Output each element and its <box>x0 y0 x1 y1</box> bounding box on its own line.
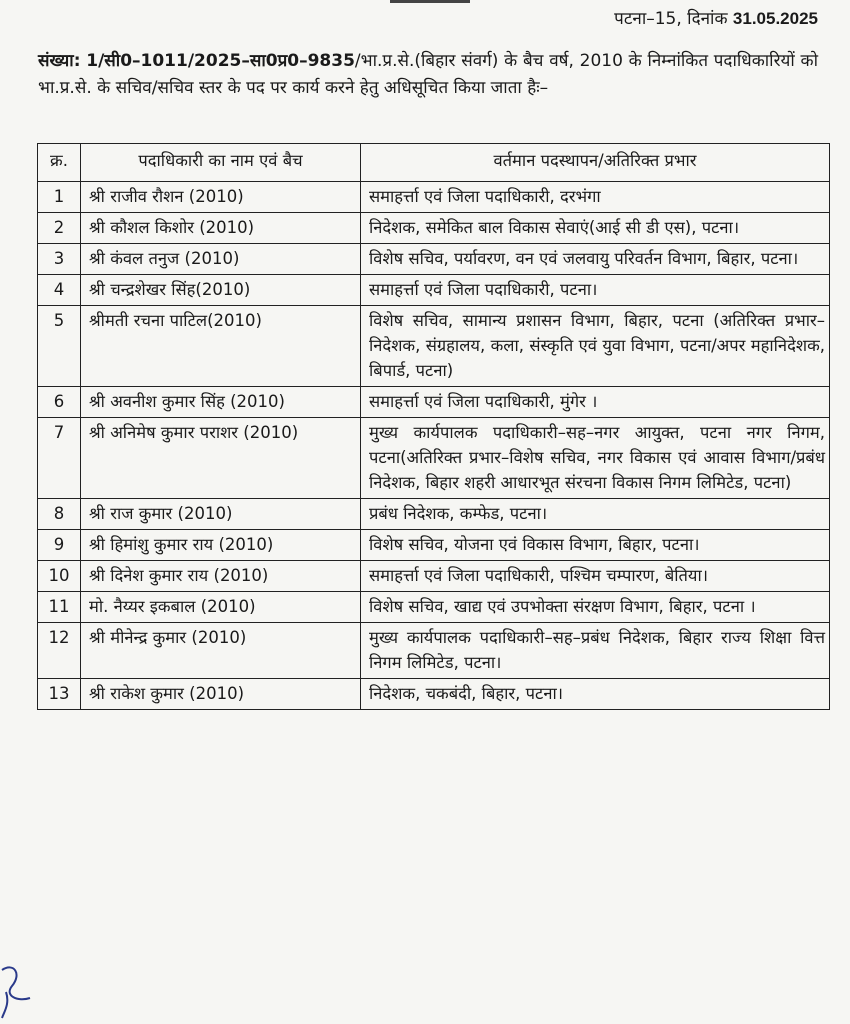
row-officer-name: मो. नैय्यर इकबाल (2010) <box>81 592 361 623</box>
row-posting: विशेष सचिव, खाद्य एवं उपभोक्ता संरक्षण विभाग, बिहार, पटना । <box>361 592 830 623</box>
row-serial: 8 <box>38 499 81 530</box>
row-serial: 1 <box>38 182 81 213</box>
row-posting: विशेष सचिव, पर्यावरण, वन एवं जलवायु परिवर्तन विभाग, बिहार, पटना। <box>361 244 830 275</box>
intro-text: /भा.प्र.से.(बिहार संवर्ग) के बैच वर्ष, 2010 के निम्नांकित पदाधिकारियों को भा.प्र.से. के सचिव/सचिव स्तर के पद पर कार्य करने हेतु अधिसूचित किया जाता हैः– <box>38 51 819 98</box>
row-officer-name: श्री अनिमेष कुमार पराशर (2010) <box>81 418 361 499</box>
intro-paragraph <box>38 48 818 102</box>
place-date-label: पटना–15, दिनांक <box>614 9 728 29</box>
date-value: 31.05.2025 <box>732 9 818 28</box>
officers-table <box>37 143 830 710</box>
row-posting: विशेष सचिव, योजना एवं विकास विभाग, बिहार, पटना। <box>361 530 830 561</box>
row-officer-name: श्री मीनेन्द्र कुमार (2010) <box>81 623 361 679</box>
row-serial: 4 <box>38 275 81 306</box>
row-posting: समाहर्त्ता एवं जिला पदाधिकारी, दरभंगा <box>361 182 830 213</box>
table-row <box>38 306 830 387</box>
row-serial: 9 <box>38 530 81 561</box>
row-serial: 13 <box>38 679 81 710</box>
signature-mark <box>0 952 40 1022</box>
table-row <box>38 499 830 530</box>
row-serial: 5 <box>38 306 81 387</box>
table-row <box>38 387 830 418</box>
row-serial: 2 <box>38 213 81 244</box>
row-serial: 12 <box>38 623 81 679</box>
table-header-row <box>38 144 830 182</box>
table-row <box>38 679 830 710</box>
row-officer-name: श्री राजीव रौशन (2010) <box>81 182 361 213</box>
row-posting: समाहर्त्ता एवं जिला पदाधिकारी, पश्चिम चम्पारण, बेतिया। <box>361 561 830 592</box>
row-posting: समाहर्त्ता एवं जिला पदाधिकारी, मुंगेर । <box>361 387 830 418</box>
table-row <box>38 182 830 213</box>
table-row <box>38 592 830 623</box>
place-date <box>614 6 818 29</box>
table-row <box>38 418 830 499</box>
row-posting: समाहर्त्ता एवं जिला पदाधिकारी, पटना। <box>361 275 830 306</box>
row-serial: 10 <box>38 561 81 592</box>
reference-number: 1/सी0–1011/2025–सा0प्र0–9835 <box>86 51 355 71</box>
header-posting: वर्तमान पदस्थापन/अतिरिक्त प्रभार <box>361 144 830 182</box>
row-officer-name: श्री कौशल किशोर (2010) <box>81 213 361 244</box>
row-officer-name: श्री चन्द्रशेखर सिंह(2010) <box>81 275 361 306</box>
row-officer-name: श्री दिनेश कुमार राय (2010) <box>81 561 361 592</box>
row-posting: मुख्य कार्यपालक पदाधिकारी–सह–नगर आयुक्त, पटना नगर निगम, पटना(अतिरिक्त प्रभार–विशेष सचिव, नगर विकास एवं आवास विभाग/प्रबंध निदेशक, बिहार शहरी आधारभूत संरचना विकास निगम लिमिटेड, पटना) <box>361 418 830 499</box>
row-posting: मुख्य कार्यपालक पदाधिकारी–सह–प्रबंध निदेशक, बिहार राज्य शिक्षा वित्त निगम लिमिटेड, पटना। <box>361 623 830 679</box>
row-officer-name: श्री राकेश कुमार (2010) <box>81 679 361 710</box>
row-officer-name: श्री कंवल तनुज (2010) <box>81 244 361 275</box>
table-row <box>38 275 830 306</box>
row-posting: विशेष सचिव, सामान्य प्रशासन विभाग, बिहार, पटना (अतिरिक्त प्रभार–निदेशक, संग्रहालय, कला, संस्कृति एवं युवा विभाग, पटना/अपर महानिदेशक, बिपार्ड, पटना) <box>361 306 830 387</box>
row-posting: निदेशक, समेकित बाल विकास सेवाएं(आई सी डी एस), पटना। <box>361 213 830 244</box>
table-row <box>38 561 830 592</box>
row-officer-name: श्री हिमांशु कुमार राय (2010) <box>81 530 361 561</box>
row-officer-name: श्री राज कुमार (2010) <box>81 499 361 530</box>
row-posting: प्रबंध निदेशक, कम्फेड, पटना। <box>361 499 830 530</box>
row-serial: 11 <box>38 592 81 623</box>
table-row <box>38 244 830 275</box>
header-name: पदाधिकारी का नाम एवं बैच <box>81 144 361 182</box>
table-row <box>38 623 830 679</box>
intro-label: संख्या: <box>38 51 81 71</box>
row-serial: 3 <box>38 244 81 275</box>
row-officer-name: श्रीमती रचना पाटिल(2010) <box>81 306 361 387</box>
header-serial: क्र. <box>38 144 81 182</box>
row-serial: 6 <box>38 387 81 418</box>
table-row <box>38 213 830 244</box>
table-row <box>38 530 830 561</box>
header-underline <box>390 0 470 3</box>
row-serial: 7 <box>38 418 81 499</box>
row-posting: निदेशक, चकबंदी, बिहार, पटना। <box>361 679 830 710</box>
row-officer-name: श्री अवनीश कुमार सिंह (2010) <box>81 387 361 418</box>
